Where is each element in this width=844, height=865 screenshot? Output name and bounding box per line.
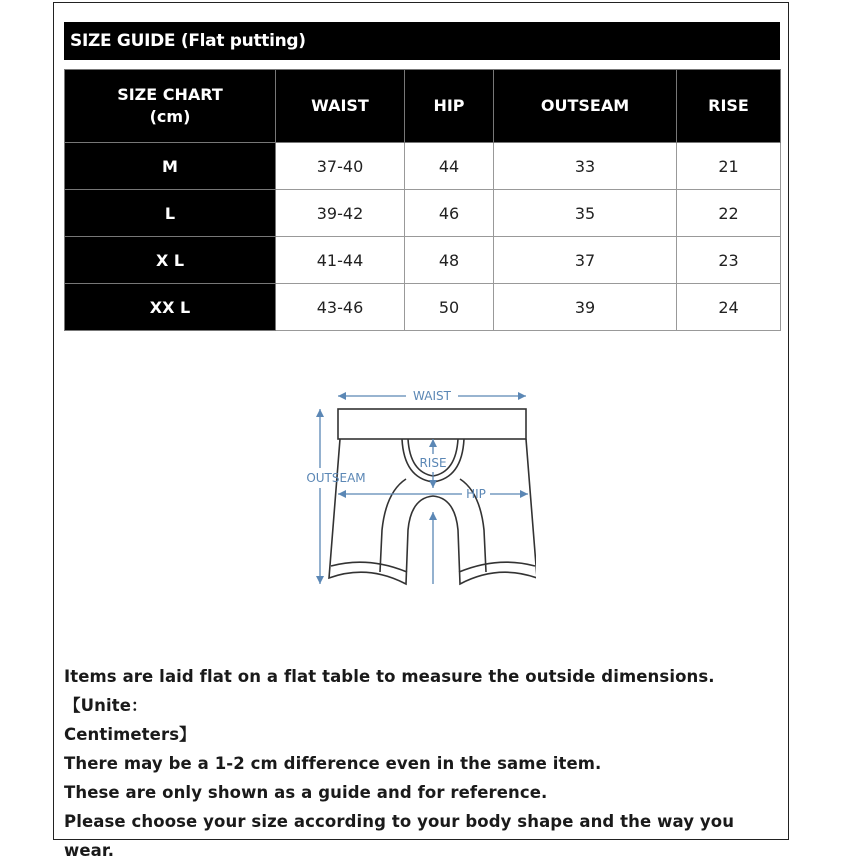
hip-arrow-right [520, 490, 528, 498]
cell-hip: 48 [405, 237, 494, 284]
table-row [65, 143, 781, 190]
note-line: These are only shown as a guide and for reference. [64, 783, 548, 802]
table-row [65, 284, 781, 331]
rise-arrow-bottom [429, 480, 437, 488]
note-line: There may be a 1-2 cm difference even in the same item. [64, 754, 602, 773]
header-size-chart [65, 70, 276, 143]
table-header-row [65, 70, 781, 143]
row-size: XX L [65, 284, 276, 331]
header-waist: WAIST [276, 70, 405, 143]
outseam-label: OUTSEAM [306, 471, 366, 485]
cell-rise: 24 [677, 284, 781, 331]
header-size-chart-line1: SIZE CHART [117, 84, 223, 104]
cell-outseam: 37 [494, 237, 677, 284]
waist-arrow-right [518, 392, 526, 400]
hip-label: HIP [466, 487, 486, 501]
cell-hip: 44 [405, 143, 494, 190]
waistband-shape [338, 409, 526, 439]
right-hem [459, 562, 535, 572]
left-hem [331, 562, 407, 572]
page-title [64, 22, 780, 60]
table-row [65, 237, 781, 284]
header-hip: HIP [405, 70, 494, 143]
header-outseam: OUTSEAM [494, 70, 677, 143]
cell-outseam: 39 [494, 284, 677, 331]
cell-rise: 22 [677, 190, 781, 237]
rise-label: RISE [419, 456, 447, 470]
cell-outseam: 33 [494, 143, 677, 190]
cell-outseam: 35 [494, 190, 677, 237]
waist-label: WAIST [413, 389, 451, 403]
cell-hip: 46 [405, 190, 494, 237]
cell-waist: 41-44 [276, 237, 405, 284]
table-row [65, 190, 781, 237]
page-title-text: SIZE GUIDE (Flat putting) [70, 31, 306, 51]
cell-waist: 43-46 [276, 284, 405, 331]
cell-waist: 39-42 [276, 190, 405, 237]
waist-arrow-left [338, 392, 346, 400]
note-line: Please choose your size according to your body shape and the way you wear. [64, 812, 735, 860]
size-chart-table [64, 69, 781, 331]
cell-rise: 23 [677, 237, 781, 284]
header-rise: RISE [677, 70, 781, 143]
boxer-brief-measurement-diagram [300, 384, 536, 594]
measurement-lines [316, 392, 528, 584]
measurement-notes [64, 662, 780, 865]
cell-rise: 21 [677, 143, 781, 190]
note-line: Centimeters】 [64, 725, 196, 744]
inseam-arrow-top [429, 512, 437, 520]
note-line: Items are laid flat on a flat table to measure the outside dimensions.【Unite： [64, 667, 715, 715]
header-size-chart-line2: (cm) [149, 107, 191, 126]
cell-waist: 37-40 [276, 143, 405, 190]
row-size: X L [65, 237, 276, 284]
cell-hip: 50 [405, 284, 494, 331]
row-size: M [65, 143, 276, 190]
rise-arrow-top [429, 439, 437, 447]
outseam-arrow-bottom [316, 576, 324, 584]
hip-arrow-left [338, 490, 346, 498]
row-size: L [65, 190, 276, 237]
outseam-arrow-top [316, 409, 324, 417]
measurement-labels [306, 389, 486, 501]
left-leg-seam [380, 479, 406, 572]
